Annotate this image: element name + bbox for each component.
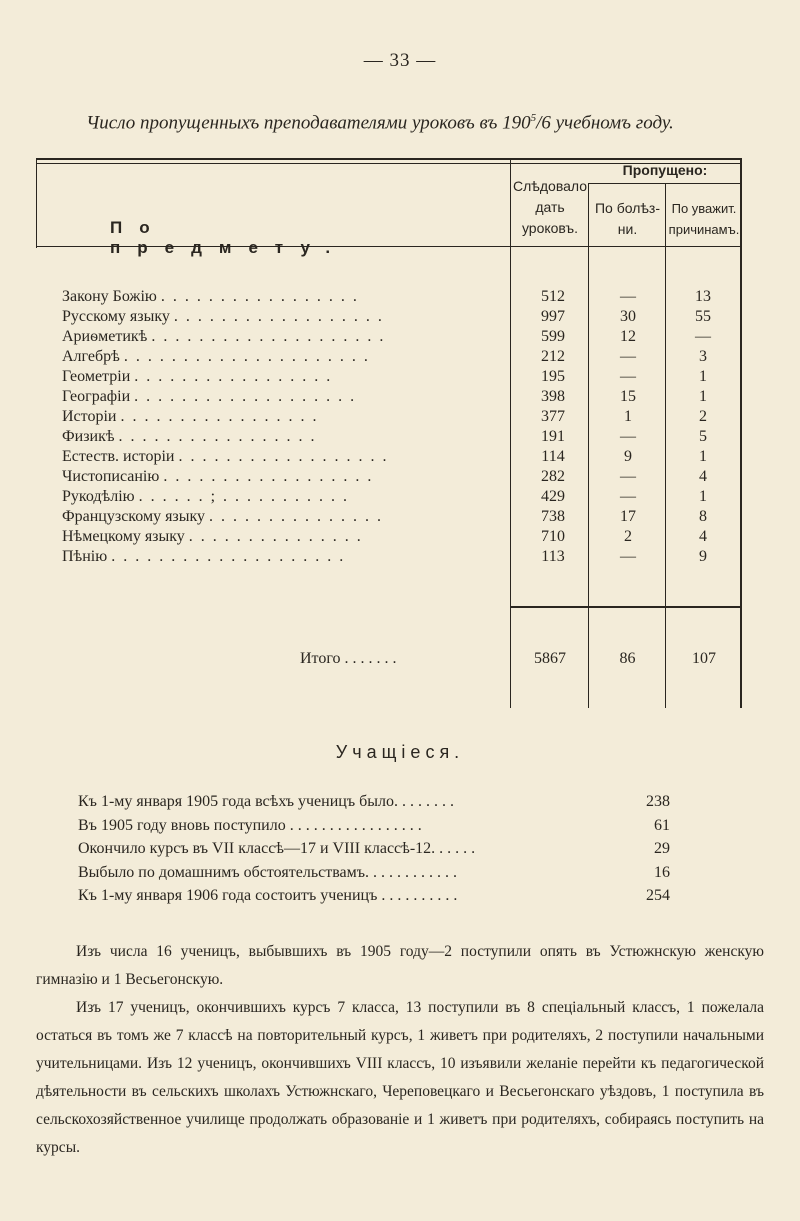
missed-valid-cell: 9 [699,548,707,565]
student-stat-label: Къ 1-му января 1906 года состоитъ ученицъ . . . . . . . . . . [78,887,458,904]
subject-label: Закону Божію [62,288,157,305]
missed-valid-cell: 5 [699,428,707,445]
student-stat-value: 29 [654,840,670,857]
subject-label: Физикѣ [62,428,115,445]
students-title: Учащіеся. [335,742,465,762]
header-due-line-2: дать [535,199,565,215]
header-illness-line-2: ни. [617,221,638,237]
subject-name [62,447,502,467]
subject-name [62,387,502,407]
missed-valid-cell: 4 [699,468,707,485]
subject-label: Французскому языку [62,508,206,525]
subject-name [62,347,502,367]
table-row [62,467,742,487]
header-illness-line-1: По болѣз- [594,200,661,216]
subject-name [62,407,502,427]
subject-label: Ариѳметикѣ [62,328,148,345]
table-title-end: /6 учебномъ году. [536,112,674,134]
subject-label: Нѣмецкому языку [62,528,185,545]
table-row [62,447,742,467]
missed-valid-cell: 1 [699,388,707,405]
header-due-line-1: Слѣдовало [513,178,587,194]
student-stat-value: 254 [646,887,670,904]
header-due [512,176,588,239]
leader-dots: . . . . . . . . . . . . . . . . . . . [134,388,357,405]
missed-illness-cell: 17 [620,508,636,525]
subject-name [62,327,502,347]
lessons-due-cell: 212 [541,348,565,365]
student-stat-row [78,791,670,813]
student-stat-value: 238 [646,793,670,810]
missed-illness-cell: — [620,468,636,485]
missed-illness-cell: 2 [624,528,632,545]
paragraph-1: Изъ числа 16 ученицъ, выбывшихъ въ 1905 году—2 поступили опять въ Устюжнскую женскую гимназію и 1 Весьегонскую. [36,943,764,988]
header-missed: Пропущено: [622,162,708,178]
missed-valid-cell: 1 [699,448,707,465]
table-title-text: Число пропущенныхъ преподавателями уроковъ въ 190 [86,112,531,134]
lessons-due-cell: 738 [541,508,565,525]
subject-name [62,547,502,567]
missed-valid-cell: 3 [699,348,707,365]
leader-dots: . . . . . . . . . . . . . . . . . . [178,448,389,465]
subject-name [62,467,502,487]
leader-dots: . . . . . . . . . . . . . . . . . . [163,468,374,485]
table-row [62,547,742,567]
subject-label: Исторіи [62,408,117,425]
missed-illness-cell: — [620,548,636,565]
subject-label: Русскому языку [62,308,170,325]
table-row [62,527,742,547]
header-valid-line-1: По уважит. [671,201,737,216]
missed-illness-cell: — [620,348,636,365]
left-rule [36,158,37,248]
leader-dots: . . . . . . . . . . . . . . . . . [160,288,359,305]
table-row [62,427,742,447]
student-stat-value: 16 [654,863,670,881]
student-stat-row [78,838,670,860]
subject-name [62,527,502,547]
leader-dots: . . . . . . . . . . . . . . . [209,508,384,525]
student-stat-row [78,862,670,884]
missed-valid-cell: 2 [699,408,707,425]
total-top-rule [510,606,742,608]
missed-valid-cell: 1 [699,488,707,505]
missed-illness-cell: 15 [620,388,636,405]
missed-illness-cell: 1 [624,408,632,425]
lessons-due-cell: 429 [541,488,565,505]
lessons-due-cell: 114 [541,448,565,465]
leader-dots: . . . . . . . . . . . . . . . . . [120,408,319,425]
subject-label: Географіи [62,388,131,405]
subject-label: Рукодѣлію [62,488,135,505]
missed-valid-cell: — [695,328,711,345]
leader-dots: . . . . . . . . . . . . . . . . . . . . [111,548,346,565]
leader-dots: . . . . . . . . . . . . . . . . . . . . [151,328,386,345]
subject-label: Геометріи [62,368,131,385]
subject-name [62,487,502,507]
table-row [62,387,742,407]
lessons-due-cell: 398 [541,388,565,405]
leader-dots: . . . . . . . . . . . . . . . . . [134,368,333,385]
subject-label: Естеств. исторіи [62,448,175,465]
subject-name [62,507,502,527]
header-valid [666,198,742,240]
lessons-due-cell: 377 [541,408,565,425]
student-stat-row [78,885,670,907]
missed-valid-cell: 13 [695,288,711,305]
subject-name [62,287,502,307]
leader-dots: . . . . . . ; . . . . . . . . . . . [138,488,350,505]
leader-dots: . . . . . . . . . . . . . . . . . [118,428,317,445]
subject-label: Чистописанію [62,468,160,485]
table-row [62,327,742,347]
leader-dots: . . . . . . . . . . . . . . . [188,528,363,545]
missed-illness-cell: — [620,428,636,445]
lessons-due-cell: 282 [541,468,565,485]
subject-name [62,307,502,327]
student-stat-row [78,815,670,837]
lessons-due-cell: 191 [541,428,565,445]
missed-illness-cell: — [620,368,636,385]
leader-dots: . . . . . . . . . . . . . . . . . . [173,308,384,325]
student-stat-label: Къ 1-му января 1905 года всѣхъ ученицъ было. . . . . . . . [78,793,454,810]
table-title-sup: 5 [530,112,537,124]
table-row [62,407,742,427]
student-stat-label: Выбыло по домашнимъ обстоятельствамъ. . . . . . . . . . . . [78,863,458,881]
lessons-due-cell: 599 [541,328,565,345]
table-row [62,367,742,387]
table-row [62,347,742,367]
lessons-due-cell: 195 [541,368,565,385]
header-due-line-3: уроковъ. [521,220,579,236]
header-illness [590,198,665,240]
total-label: Итого . . . . . . . [300,650,397,667]
table-top-rule [36,158,742,160]
missed-valid-cell: 1 [699,368,707,385]
header-subject: По предмету. [110,218,348,257]
missed-valid-cell: 8 [699,508,707,525]
missed-illness-cell: — [620,488,636,505]
lessons-due-cell: 997 [541,308,565,325]
page-number: — 33 — [363,50,437,71]
lessons-due-cell: 512 [541,288,565,305]
missed-illness-cell: 9 [624,448,632,465]
total-due: 5867 [534,650,566,667]
subject-label: Алгебрѣ [62,348,120,365]
total-valid: 107 [692,650,716,667]
missed-illness-cell: 30 [620,308,636,325]
paragraph-2: Изъ 17 ученицъ, окончившихъ курсъ 7 класса, 13 поступили въ 8 спеціальный классъ, 1 пожелала остаться въ томъ же 7 классѣ на повторительный курсъ, 1 живетъ при родителяхъ, 2 поступили начальными учительницами. Изъ 12 ученицъ, окончившихъ VIII классъ, 10 изъявили желаніе перейти къ педагогической дѣятельности въ сельскихъ школахъ Устюжнскаго, Череповецкаго и Весьегонскаго уѣздовъ, 1 поступила въ сельскохозяйственное училище продолжать образованіе и 1 живетъ при родителяхъ, собираясь поступить на курсы. [36,999,764,1156]
missed-valid-cell: 4 [699,528,707,545]
table-row [62,287,742,307]
student-stat-label: Въ 1905 году вновь поступило . . . . . . . . . . . . . . . . . [78,816,422,834]
missed-illness-cell: — [620,288,636,305]
lessons-due-cell: 113 [541,548,565,565]
subject-name [62,427,502,447]
leader-dots: . . . . . . . . . . . . . . . . . . . . . [123,348,370,365]
student-stat-label: Окончило курсъ въ VII классѣ—17 и VIII классѣ-12. . . . . . [78,840,476,857]
missed-valid-cell: 55 [695,308,711,325]
table-row [62,507,742,527]
total-illness: 86 [619,650,636,667]
subject-name [62,367,502,387]
subject-label: Пѣнію [62,548,108,565]
missed-illness-cell: 12 [620,328,636,345]
header-valid-line-2: причинамъ. [668,222,740,237]
table-row [62,487,742,507]
student-stat-value: 61 [654,816,670,834]
table-row [62,307,742,327]
lessons-due-cell: 710 [541,528,565,545]
